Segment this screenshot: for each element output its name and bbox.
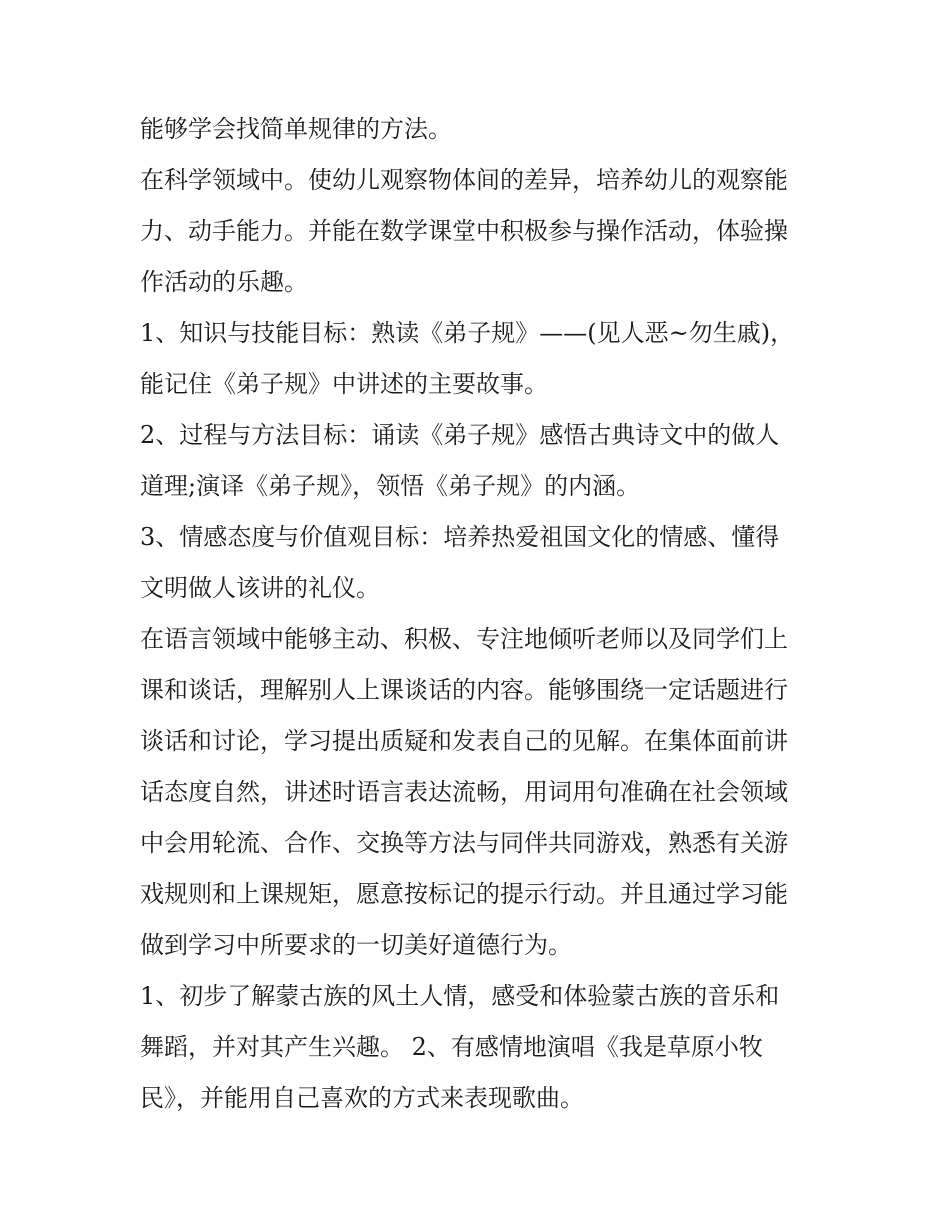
document-body [140, 104, 820, 1124]
text-line: 话态度自然，讲述时语言表达流畅，用词用句准确在社会领域 [140, 778, 788, 806]
paragraph-mongolian-music [140, 971, 820, 1124]
text-line: 能够学会找简单规律的方法。 [140, 115, 452, 143]
text-line: 戏规则和上课规矩，愿意按标记的提示行动。并且通过学习能 [140, 880, 788, 908]
text-line: 舞蹈，并对其产生兴趣。 2、有感情地演唱《我是草原小牧 [140, 1033, 763, 1061]
paragraph-process-goal [140, 410, 820, 512]
text-line: 在语言领域中能够主动、积极、专注地倾听老师以及同学们上 [140, 625, 788, 653]
text-line: 中会用轮流、合作、交换等方法与同伴共同游戏，熟悉有关游 [140, 829, 788, 857]
paragraph-science-domain [140, 155, 820, 308]
paragraph-language-domain [140, 614, 820, 971]
text-line: 民》，并能用自己喜欢的方式来表现歌曲。 [140, 1084, 584, 1112]
text-line: 2、过程与方法目标：诵读《弟子规》感悟古典诗文中的做人 [140, 421, 780, 449]
text-line: 3、情感态度与价值观目标：培养热爱祖国文化的情感、懂得 [140, 523, 780, 551]
text-line: 作活动的乐趣。 [140, 268, 308, 296]
text-line: 1、初步了解蒙古族的风土人情，感受和体验蒙古族的音乐和 [140, 982, 780, 1010]
text-line: 在科学领域中。使幼儿观察物体间的差异，培养幼儿的观察能 [140, 166, 788, 194]
paragraph-pattern-method [140, 104, 820, 155]
text-line: 做到学习中所要求的一切美好道德行为。 [140, 931, 572, 959]
text-line: 能记住《弟子规》中讲述的主要故事。 [140, 370, 548, 398]
text-line: 谈话和讨论，学习提出质疑和发表自己的见解。在集体面前讲 [140, 727, 788, 755]
paragraph-attitude-goal [140, 512, 820, 614]
text-line: 文明做人该讲的礼仪。 [140, 574, 380, 602]
text-line: 课和谈话，理解别人上课谈话的内容。能够围绕一定话题进行 [140, 676, 788, 704]
text-line: 道理;演译《弟子规》，领悟《弟子规》的内涵。 [140, 472, 641, 500]
paragraph-knowledge-goal [140, 308, 820, 410]
text-line: 1、知识与技能目标：熟读《弟子规》——(见人恶~勿生戚)， [140, 319, 795, 347]
text-line: 力、动手能力。并能在数学课堂中积极参与操作活动，体验操 [140, 217, 788, 245]
